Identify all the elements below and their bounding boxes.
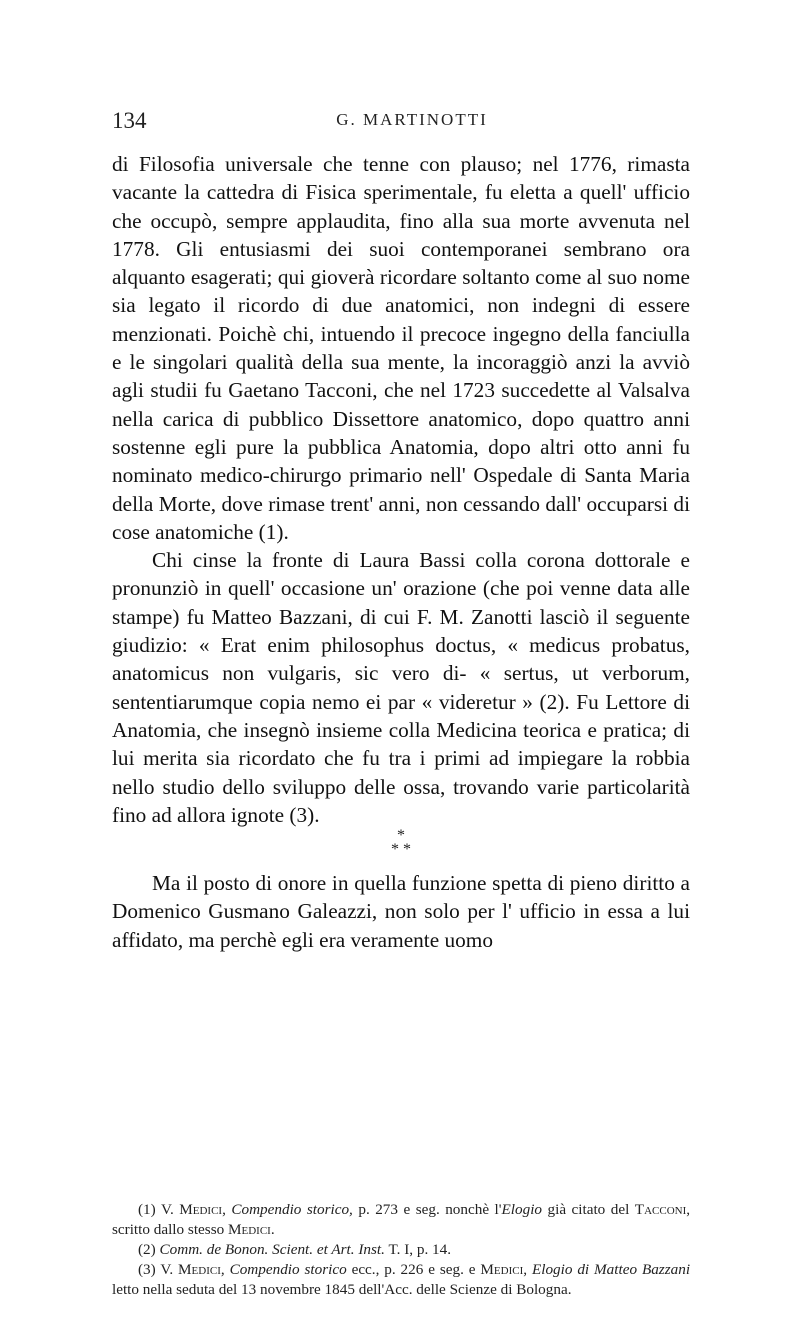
main-text <box>112 150 690 954</box>
footnote-2-mark: (2) <box>138 1241 156 1258</box>
footnote-3-part-b: ecc., p. 226 e seg. e <box>351 1261 476 1278</box>
page-number: 134 <box>112 108 147 133</box>
running-head: G. MARTINOTTI <box>336 110 488 129</box>
asterism-bottom: * * <box>391 841 411 859</box>
footnotes <box>112 1200 690 1300</box>
footnote-ref-3: (3). <box>289 802 320 827</box>
footnote-ref-1: (1). <box>258 519 289 544</box>
footnote-3-title-2: Elogio di Matteo Bazzani <box>531 1261 691 1278</box>
footnote-1-part-c: già citato del <box>547 1201 630 1218</box>
footnote-1-tacconi: Tacconi, <box>634 1201 691 1218</box>
footnote-3-title: Compendio storico <box>229 1261 347 1278</box>
footnote-1-part-b: p. 273 e seg. nonchè l' <box>358 1201 502 1218</box>
paragraph-1-text: di Filosofia universale che tenne con plauso; nel 1776, rimasta vacante la cattedra di Fisica sperimentale, fu eletta a quell' ufficio che occupò, sempre applaudita, fino alla sua morte avvenuta nel 1778. Gli entusiasmi dei suoi contemporanei sembrano ora alquanto esagerati; qui gioverà ricordare soltanto come al suo nome sia legato il ricordo di due anatomici, non indegni di essere menzionati. Poichè chi, intuendo il precoce ingegno della fanciulla e le singolari qualità della sua mente, la incoraggiò anzi la avviò agli studii fu Gaetano Tacconi, che nel 1723 succedette al Valsalva nella carica di pubblico Dissettore anatomico, dopo quattro anni sostenne egli pure la pubblica Anatomia, dopo altri otto anni fu nominato medico-chirurgo primario nell' Ospedale di Santa Maria della Morte, dove rimase trent' anni, non cessando dall' occuparsi di cose anatomiche <box>112 152 690 544</box>
footnote-3-author-2: Medici, <box>480 1261 528 1278</box>
section-separator <box>112 829 690 857</box>
footnote-3-mark: (3) <box>138 1261 156 1278</box>
footnote-3-part-a: V. <box>160 1261 174 1278</box>
paragraph-3: Ma il posto di onore in quella funzione spetta di pieno diritto a Domenico Gusmano Galeazzi, non solo per l' ufficio in essa a lui affidato, ma perchè egli era veramente uomo <box>112 871 690 952</box>
footnote-1-part-a: V. <box>160 1201 174 1218</box>
paragraph-1 <box>112 150 690 546</box>
footnote-1-medici: Medici. <box>228 1221 275 1238</box>
footnote-1-part-d: scritto dallo stesso <box>112 1221 225 1238</box>
footnote-1-elogio: Elogio <box>501 1201 543 1218</box>
footnote-2 <box>112 1240 690 1260</box>
paragraph-2 <box>112 546 690 829</box>
paragraph-2-text-a: Chi cinse la fronte di Laura Bassi colla corona dottorale e pronunziò in quell' occasione un' orazione (che poi venne data alle stampe) fu Matteo Bazzani, di cui F. M. Zanotti lasciò il seguente giudizio: « Erat enim philosophus doctus, « medicus probatus, anatomicus non vulgaris, sic vero di- « sertus, ut verborum, sententiarumque copia nemo ei par « videretur » <box>112 548 690 714</box>
footnote-ref-2: (2). <box>539 689 570 714</box>
footnote-3-part-c: letto nella seduta del 13 novembre 1845 dell'Acc. delle Scienze di Bologna. <box>112 1281 572 1298</box>
footnote-1-mark: (1) <box>138 1201 156 1218</box>
paragraph-2-text-b: Fu Lettore di Anatomia, che insegnò insieme colla Medicina teorica e pratica; di lui merita sia ricordato che fu tra i primi ad impiegare la robbia nello studio dello sviluppo delle ossa, trovando varie particolarità fino ad allora ignote <box>112 689 690 827</box>
footnote-1 <box>112 1200 690 1240</box>
footnote-2-title: Comm. de Bonon. Scient. et Art. Inst. <box>159 1241 385 1258</box>
footnote-1-title: Compendio storico, <box>231 1201 353 1218</box>
footnote-2-rest: T. I, p. 14. <box>388 1241 452 1258</box>
footnote-3 <box>112 1260 690 1300</box>
footnote-1-author: Medici, <box>179 1201 226 1218</box>
asterism-top: * <box>397 827 405 845</box>
footnote-3-author: Medici, <box>178 1261 225 1278</box>
page-header <box>112 108 712 148</box>
